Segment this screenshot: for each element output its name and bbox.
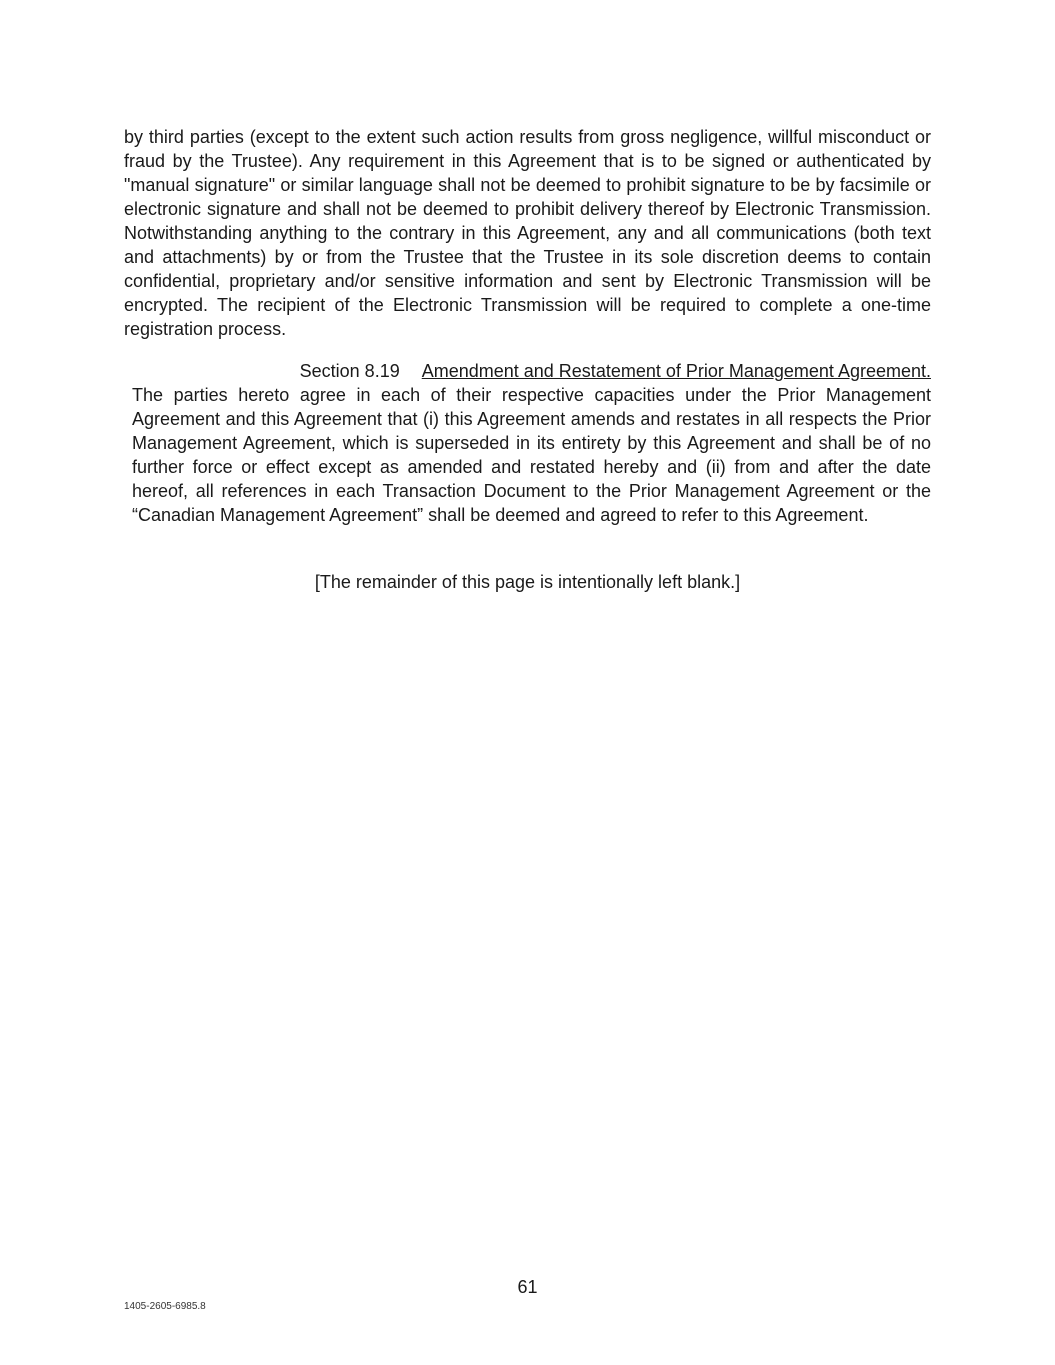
section-heading bbox=[132, 359, 931, 383]
document-id: 1405-2605-6985.8 bbox=[124, 1301, 206, 1312]
section-title: Amendment and Restatement of Prior Management Agreement. bbox=[421, 361, 931, 381]
section-number: Section 8.19 bbox=[299, 361, 400, 381]
section-body: The parties hereto agree in each of their respective capacities under the Prior Management Agreement and this Agreement that (i) this Agreement amends and restates in all respects the Prior Management Agreement, which is superseded in its entirety by this Agreement and shall be of no further force or effect except as amended and restated hereby and (ii) from and after the date hereof, all references in each Transaction Document to the Prior Management Agreement or the “Canadian Management Agreement” shall be deemed and agreed to refer to this Agreement. bbox=[132, 385, 931, 525]
page-number: 61 bbox=[517, 1277, 538, 1297]
intentionally-blank-note: [The remainder of this page is intentionally left blank.] bbox=[314, 572, 741, 592]
section-8-19 bbox=[132, 359, 931, 527]
body-paragraph: by third parties (except to the extent such action results from gross negligence, willful misconduct or fraud by the Trustee). Any requirement in this Agreement that is to be signed or authenticated by "manual signature" or similar language shall not be deemed to prohibit signature to be by facsimile or electronic signature and shall not be deemed to prohibit delivery thereof by Electronic Transmission. Notwithstanding anything to the contrary in this Agreement, any and all communications (both text and attachments) by or from the Trustee that the Trustee in its sole discretion deems to contain confidential, proprietary and/or sensitive information and sent by Electronic Transmission will be encrypted. The recipient of the Electronic Transmission will be required to complete a one-time registration process. bbox=[124, 127, 931, 339]
